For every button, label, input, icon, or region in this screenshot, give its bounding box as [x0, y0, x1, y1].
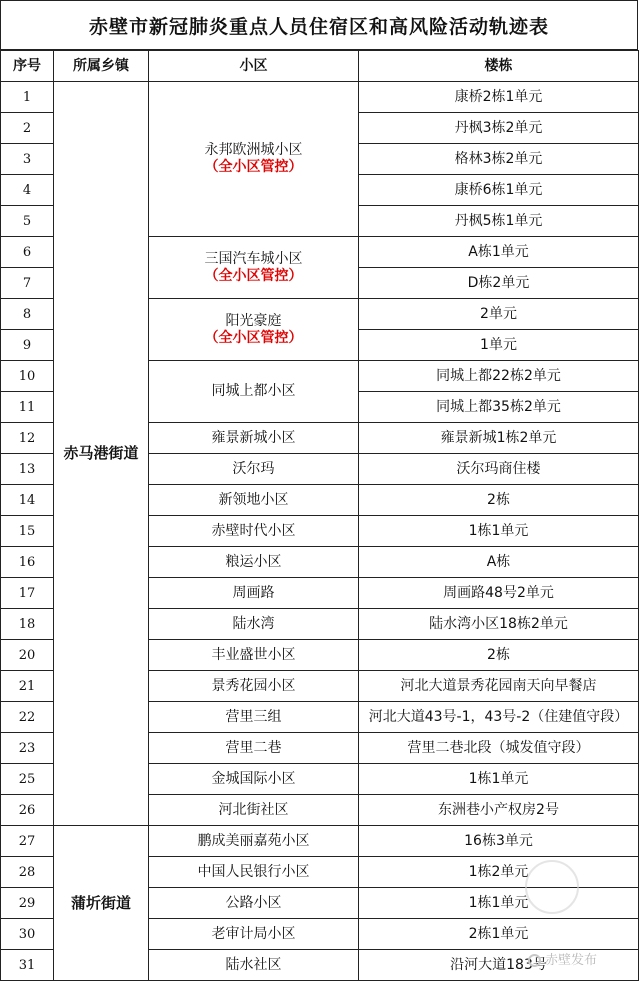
- community-cell: 陆水湾: [149, 609, 359, 640]
- community-cell: [149, 82, 359, 237]
- row-no: 26: [1, 795, 54, 826]
- row-no: 21: [1, 671, 54, 702]
- community-cell: 营里二巷: [149, 733, 359, 764]
- row-no: 8: [1, 299, 54, 330]
- community-cell: 雍景新城小区: [149, 423, 359, 454]
- building-cell: 雍景新城1栋2单元: [359, 423, 639, 454]
- building-cell: 1栋1单元: [359, 888, 639, 919]
- community-cell: 营里三组: [149, 702, 359, 733]
- community-cell: [149, 299, 359, 361]
- town-cell: 蒲圻街道: [54, 826, 149, 981]
- community-cell: 赤壁时代小区: [149, 516, 359, 547]
- community-cell: 陆水社区: [149, 950, 359, 981]
- community-cell: 同城上都小区: [149, 361, 359, 423]
- community-cell: 金城国际小区: [149, 764, 359, 795]
- building-cell: 1单元: [359, 330, 639, 361]
- row-no: 4: [1, 175, 54, 206]
- row-no: 20: [1, 640, 54, 671]
- row-no: 30: [1, 919, 54, 950]
- building-cell: 陆水湾小区18栋2单元: [359, 609, 639, 640]
- community-name: 三国汽车城小区: [204, 250, 303, 267]
- row-no: 11: [1, 392, 54, 423]
- building-cell: 康桥6栋1单元: [359, 175, 639, 206]
- building-cell: 16栋3单元: [359, 826, 639, 857]
- row-no: 7: [1, 268, 54, 299]
- row-no: 28: [1, 857, 54, 888]
- building-cell: D栋2单元: [359, 268, 639, 299]
- row-no: 9: [1, 330, 54, 361]
- building-cell: 2单元: [359, 299, 639, 330]
- row-no: 23: [1, 733, 54, 764]
- header-no: 序号: [1, 51, 54, 82]
- community-cell: 老审计局小区: [149, 919, 359, 950]
- watermark-stamp-icon: [525, 860, 579, 914]
- watermark-text: 赤壁发布: [545, 953, 598, 968]
- building-cell: A栋1单元: [359, 237, 639, 268]
- community-cell: 公路小区: [149, 888, 359, 919]
- building-cell: 同城上都22栋2单元: [359, 361, 639, 392]
- town-cell: 赤马港街道: [54, 82, 149, 826]
- data-table: [0, 50, 639, 981]
- building-cell: 1栋1单元: [359, 516, 639, 547]
- building-cell: 沃尔玛商住楼: [359, 454, 639, 485]
- building-cell: 河北大道景秀花园南天向早餐店: [359, 671, 639, 702]
- community-name: 永邦欧洲城小区: [204, 142, 303, 158]
- header-building: 楼栋: [359, 51, 639, 82]
- community-name: 阳光豪庭: [225, 312, 282, 329]
- community-cell: 河北街社区: [149, 795, 359, 826]
- wechat-icon: [528, 954, 541, 967]
- row-no: 5: [1, 206, 54, 237]
- header-town: 所属乡镇: [54, 51, 149, 82]
- row-no: 3: [1, 144, 54, 175]
- row-no: 27: [1, 826, 54, 857]
- table-row: [1, 82, 639, 113]
- control-note: （全小区管控）: [204, 267, 303, 284]
- row-no: 22: [1, 702, 54, 733]
- building-cell: 东洲巷小产权房2号: [359, 795, 639, 826]
- community-cell: 中国人民银行小区: [149, 857, 359, 888]
- row-no: 14: [1, 485, 54, 516]
- row-no: 16: [1, 547, 54, 578]
- row-no: 12: [1, 423, 54, 454]
- building-cell: 丹枫3栋2单元: [359, 113, 639, 144]
- building-cell: 周画路48号2单元: [359, 578, 639, 609]
- building-cell: 格林3栋2单元: [359, 144, 639, 175]
- control-note: （全小区管控）: [204, 329, 303, 346]
- row-no: 15: [1, 516, 54, 547]
- header-community: 小区: [149, 51, 359, 82]
- watermark: [528, 949, 597, 968]
- community-cell: 景秀花园小区: [149, 671, 359, 702]
- community-cell: 新领地小区: [149, 485, 359, 516]
- row-no: 2: [1, 113, 54, 144]
- building-cell: 2栋1单元: [359, 919, 639, 950]
- row-no: 31: [1, 950, 54, 981]
- row-no: 29: [1, 888, 54, 919]
- building-cell: 营里二巷北段（城发值守段）: [359, 733, 639, 764]
- row-no: 13: [1, 454, 54, 485]
- community-cell: 鹏成美丽嘉苑小区: [149, 826, 359, 857]
- row-no: 17: [1, 578, 54, 609]
- building-cell: 同城上都35栋2单元: [359, 392, 639, 423]
- community-cell: 丰业盛世小区: [149, 640, 359, 671]
- table-row: [1, 826, 639, 857]
- community-cell: 沃尔玛: [149, 454, 359, 485]
- header-row: [1, 51, 639, 82]
- page-title: 赤壁市新冠肺炎重点人员住宿区和高风险活动轨迹表: [0, 0, 638, 50]
- building-cell: 丹枫5栋1单元: [359, 206, 639, 237]
- building-cell: 沿河大道183号: [359, 950, 639, 981]
- building-cell: 1栋2单元: [359, 857, 639, 888]
- building-cell: 1栋1单元: [359, 764, 639, 795]
- row-no: 6: [1, 237, 54, 268]
- building-cell: A栋: [359, 547, 639, 578]
- row-no: 25: [1, 764, 54, 795]
- control-note: （全小区管控）: [204, 159, 303, 175]
- community-cell: [149, 237, 359, 299]
- row-no: 18: [1, 609, 54, 640]
- community-cell: 周画路: [149, 578, 359, 609]
- building-cell: 2栋: [359, 485, 639, 516]
- row-no: 1: [1, 82, 54, 113]
- building-cell: 2栋: [359, 640, 639, 671]
- community-cell: 粮运小区: [149, 547, 359, 578]
- building-cell: 河北大道43号-1，43号-2（住建值守段）: [359, 702, 639, 733]
- building-cell: 康桥2栋1单元: [359, 82, 639, 113]
- row-no: 10: [1, 361, 54, 392]
